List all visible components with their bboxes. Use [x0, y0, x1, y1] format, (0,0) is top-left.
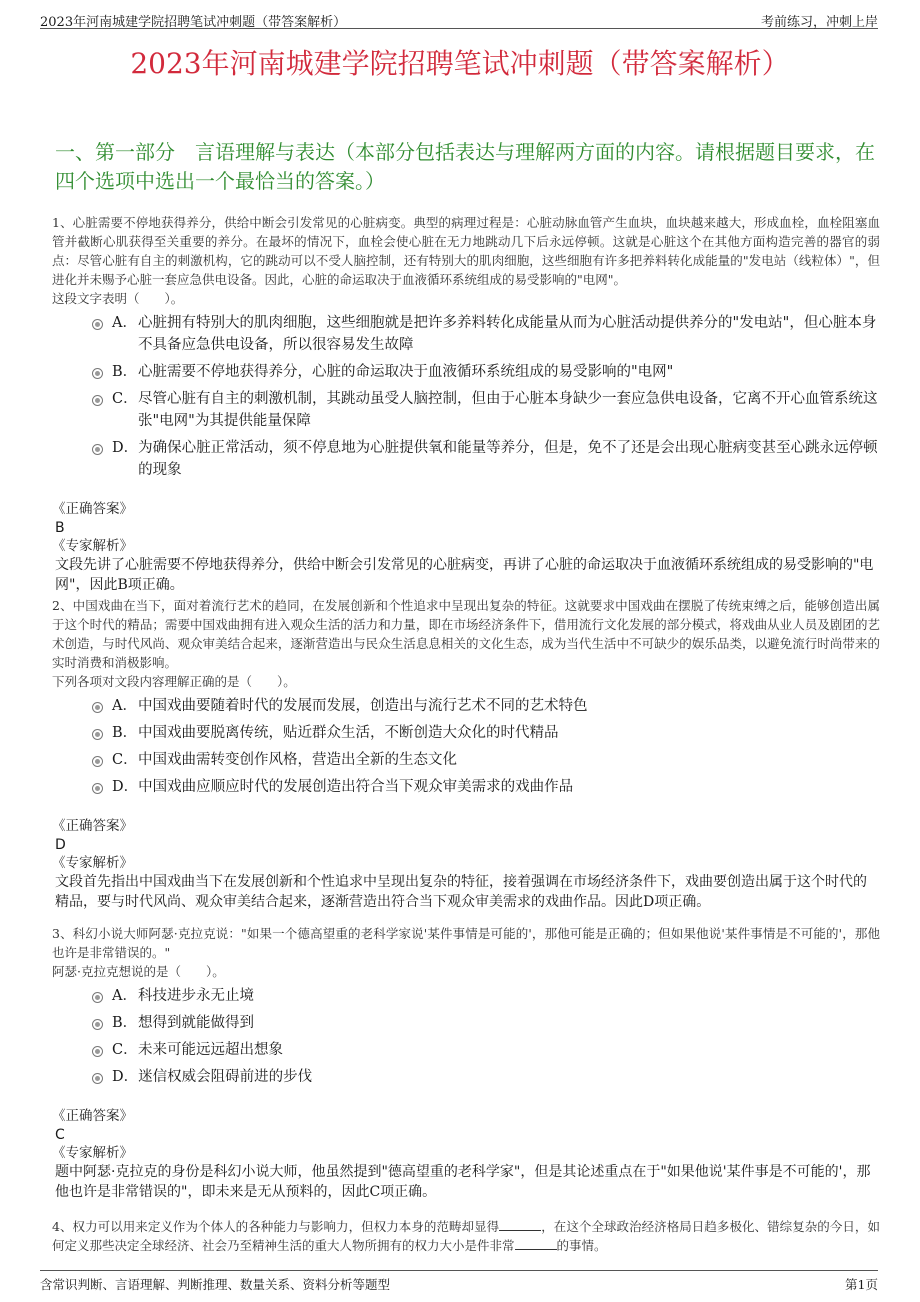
radio-icon[interactable] [92, 756, 103, 767]
stem-part-2: ，在这个全球政治经济格局日趋多极化、错综复杂的今日，如何定义那些决定全球经济、社会乃至精神生活的重大人物所拥有的权力大小是件非常 [52, 1219, 880, 1253]
option-letter: C． [112, 1042, 138, 1058]
radio-icon[interactable] [92, 729, 103, 740]
option-letter: B． [112, 364, 138, 380]
answer-label: 《正确答案》 [52, 501, 133, 517]
option-a[interactable] [92, 312, 880, 356]
option-text: 想得到就能做得到 [138, 1015, 254, 1031]
radio-icon[interactable] [92, 992, 103, 1003]
page-title: 2023年河南城建学院招聘笔试冲刺题（带答案解析） [130, 47, 790, 80]
question-4 [52, 1217, 880, 1255]
analysis-text: 文段首先指出中国戏曲当下在发展创新和个性追求中呈现出复杂的特征，接着强调在市场经济条件下，戏曲要创造出属于这个时代的精品，要与时代风尚、观众审美结合起来，逐渐营造出符合当下观众审美需求的戏曲作品。因此D项正确。 [55, 874, 867, 910]
option-letter: D． [112, 779, 139, 795]
question-2 [52, 596, 880, 912]
answer-label: 《正确答案》 [52, 1108, 133, 1124]
option-text: 中国戏曲需转变创作风格，营造出全新的生态文化 [138, 752, 457, 768]
analysis-label: 《专家解析》 [52, 1145, 133, 1161]
section-heading: 一、第一部分 言语理解与表达（本部分包括表达与理解两方面的内容。请根据题目要求，在四个选项中选出一个最恰当的答案。） [55, 140, 875, 193]
option-list [92, 985, 880, 1088]
analysis-text: 题中阿瑟·克拉克的身份是科幻小说大师，他虽然提到"德高望重的老科学家"，但是其论述重点在于"如果他说'某件事是不可能的'，那他也许是非常错误的"，即未来是无从预料的，因此C项正确。 [55, 1164, 871, 1200]
stem-part-3: 的事情。 [556, 1238, 607, 1253]
page-footer [40, 1270, 878, 1293]
question-prompt: 这段文字表明（ ）。 [52, 291, 184, 306]
footer-note: 含常识判断、言语理解、判断推理、数量关系、资料分析等题型 [40, 1277, 391, 1292]
option-text: 中国戏曲要随着时代的发展而发展，创造出与流行艺术不同的艺术特色 [138, 698, 588, 714]
question-prompt: 阿瑟·克拉克想说的是（ ）。 [52, 964, 225, 979]
header-slogan: 考前练习，冲刺上岸 [760, 15, 878, 30]
option-letter: C． [112, 752, 138, 768]
option-text: 未来可能远远超出想象 [138, 1042, 283, 1058]
correct-answer: B [55, 520, 65, 536]
radio-icon[interactable] [92, 395, 103, 406]
option-letter: C． [112, 391, 138, 407]
option-letter: A． [112, 988, 137, 1004]
option-b[interactable] [92, 722, 880, 744]
option-text: 中国戏曲应顺应时代的发展创造出符合当下观众审美需求的戏曲作品 [138, 779, 574, 795]
option-list [92, 695, 880, 798]
option-text: 为确保心脏正常活动，须不停息地为心脏提供氧和能量等养分，但是，免不了还是会出现心脏病变甚至心跳永远停顿的现象 [138, 440, 878, 478]
option-letter: A． [112, 698, 137, 714]
option-list [92, 312, 880, 481]
page-header [40, 8, 878, 29]
radio-icon[interactable] [92, 1046, 103, 1057]
correct-answer: C [55, 1127, 65, 1143]
option-letter: B． [112, 1015, 138, 1031]
radio-icon[interactable] [92, 444, 103, 455]
radio-icon[interactable] [92, 1073, 103, 1084]
option-d[interactable] [92, 776, 880, 798]
radio-icon[interactable] [92, 702, 103, 713]
question-stem: 1、心脏需要不停地获得养分，供给中断会引发常见的心脏病变。典型的病理过程是：心脏动脉血管产生血块，血块越来越大，形成血栓，血栓阻塞血管并截断心肌获得至关重要的养分。在最坏的情况下，血栓会使心脏在无力地跳动几下后永远停顿。这就是心脏这个在其他方面构造完善的器官的弱点：尽管心脏有自主的刺激机构，它的跳动可以不受人脑控制，还有特别大的肌肉细胞，这些细胞有许多把养料转化成能量的"发电站（线粒体）"，但进化并未赐予心脏一套应急供电设备。因此，心脏的命运取决于血液循环系统组成的易受影响的"电网"。 [52, 215, 880, 287]
question-1 [52, 213, 880, 595]
radio-icon[interactable] [92, 1019, 103, 1030]
question-prompt: 下列各项对文段内容理解正确的是（ ）。 [52, 674, 296, 689]
analysis-label: 《专家解析》 [52, 538, 133, 554]
radio-icon[interactable] [92, 783, 103, 794]
option-letter: A． [112, 315, 137, 331]
analysis-text: 文段先讲了心脏需要不停地获得养分，供给中断会引发常见的心脏病变，再讲了心脏的命运取决于血液循环系统组成的易受影响的"电网"，因此B项正确。 [55, 557, 874, 593]
question-stem [52, 1217, 880, 1255]
answer-label: 《正确答案》 [52, 818, 133, 834]
option-d[interactable] [92, 437, 880, 481]
option-text: 尽管心脏有自主的刺激机制，其跳动虽受人脑控制，但由于心脏本身缺少一套应急供电设备，它离不开心血管系统这张"电网"为其提供能量保障 [138, 391, 878, 429]
option-c[interactable] [92, 1039, 880, 1061]
option-c[interactable] [92, 749, 880, 771]
option-letter: B． [112, 725, 138, 741]
page-number: 第1页 [845, 1277, 878, 1292]
option-text: 心脏拥有特别大的肌肉细胞，这些细胞就是把许多养料转化成能量从而为心脏活动提供养分的"发电站"，但心脏本身不具备应急供电设备，所以很容易发生故障 [138, 315, 877, 353]
header-doc-title: 2023年河南城建学院招聘笔试冲刺题（带答案解析） [40, 15, 347, 30]
correct-answer: D [55, 837, 66, 853]
option-b[interactable] [92, 361, 880, 383]
stem-part-1: 4、权力可以用来定义作为个体人的各种能力与影响力，但权力本身的范畴却显得 [52, 1219, 500, 1234]
option-text: 科技进步永无止境 [138, 988, 254, 1004]
option-c[interactable] [92, 388, 880, 432]
option-d[interactable] [92, 1066, 880, 1088]
question-3 [52, 924, 880, 1202]
radio-icon[interactable] [92, 368, 103, 379]
question-stem: 3、科幻小说大师阿瑟·克拉克说："如果一个德高望重的老科学家说'某件事情是可能的'，那他可能是正确的；但如果他说'某件事情是不可能的'，那他也许是非常错误的。" [52, 926, 880, 960]
option-text: 心脏需要不停地获得养分，心脏的命运取决于血液循环系统组成的易受影响的"电网" [138, 364, 674, 380]
option-letter: D． [112, 440, 139, 456]
option-text: 中国戏曲要脱离传统，贴近群众生活，不断创造大众化的时代精品 [138, 725, 559, 741]
fill-blank[interactable] [515, 1237, 557, 1250]
radio-icon[interactable] [92, 319, 103, 330]
option-text: 迷信权威会阻碍前进的步伐 [138, 1069, 313, 1085]
option-letter: D． [112, 1069, 139, 1085]
option-a[interactable] [92, 985, 880, 1007]
fill-blank[interactable] [499, 1218, 541, 1231]
option-b[interactable] [92, 1012, 880, 1034]
option-a[interactable] [92, 695, 880, 717]
question-stem: 2、中国戏曲在当下，面对着流行艺术的趋同，在发展创新和个性追求中呈现出复杂的特征。这就要求中国戏曲在摆脱了传统束缚之后，能够创造出属于这个时代的精品；需要中国戏曲拥有进入观众生活的活力和力量，即在市场经济条件下，借用流行文化发展的部分模式，将戏曲从业人员及剧团的艺术创造，与时代风尚、观众审美结合起来，逐渐营造出与民众生活息息相关的文化生态，成为当代生活中不可缺少的娱乐品类，以避免流行时尚带来的实时消费和消极影响。 [52, 598, 880, 670]
analysis-label: 《专家解析》 [52, 855, 133, 871]
